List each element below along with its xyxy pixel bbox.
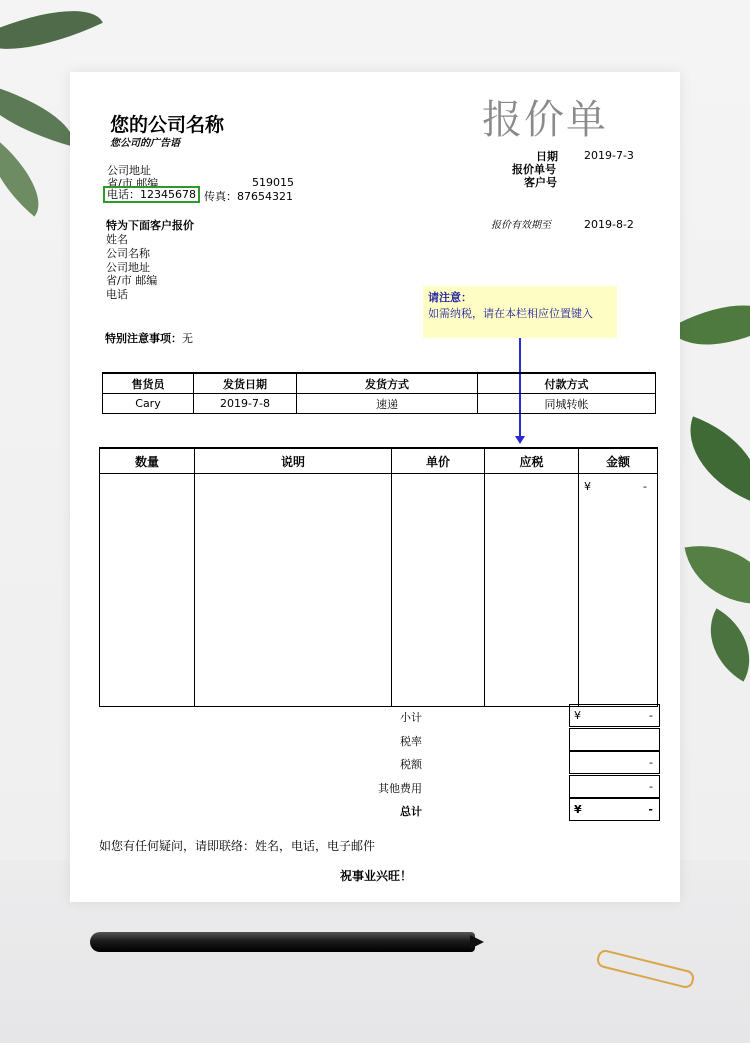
amount-value: - bbox=[643, 480, 647, 493]
customer-company: 公司名称 bbox=[106, 247, 150, 260]
pen bbox=[90, 932, 475, 952]
customer-name: 姓名 bbox=[106, 233, 128, 246]
header-unit-price: 单价 bbox=[392, 448, 485, 474]
valid-until-value: 2019-8-2 bbox=[584, 218, 634, 231]
cell-taxable[interactable] bbox=[485, 474, 579, 707]
header-description: 说明 bbox=[195, 448, 392, 474]
arrow-down-icon bbox=[515, 436, 525, 444]
grand-total-label: 总计 bbox=[400, 805, 422, 818]
header-quantity: 数量 bbox=[100, 448, 195, 474]
date-value: 2019-7-3 bbox=[584, 149, 634, 162]
shipping-table bbox=[102, 372, 656, 414]
customer-address: 公司地址 bbox=[106, 261, 150, 274]
company-phone bbox=[103, 188, 200, 201]
customer-phone: 电话 bbox=[106, 288, 128, 301]
other-fees-label: 其他费用 bbox=[378, 781, 422, 795]
cell-quantity[interactable] bbox=[100, 474, 195, 707]
amount-currency: ¥ bbox=[584, 480, 591, 493]
other-fees-box[interactable] bbox=[569, 775, 660, 798]
valid-until-label: 报价有效期至 bbox=[491, 220, 551, 231]
grand-total-currency: ¥ bbox=[574, 803, 582, 816]
cell-amount[interactable] bbox=[579, 474, 658, 707]
customer-number-label: 客户号 bbox=[524, 176, 557, 189]
shipping-header-row bbox=[103, 373, 656, 394]
date-label: 日期 bbox=[536, 150, 558, 163]
quotation-sheet bbox=[70, 72, 680, 902]
note-title: 请注意： bbox=[428, 291, 472, 304]
note-text: 如需纳税，请在本栏相应位置键入 bbox=[428, 307, 593, 320]
cell-description[interactable] bbox=[195, 474, 392, 707]
closing-line: 祝事业兴旺！ bbox=[340, 869, 413, 883]
grand-total-box[interactable] bbox=[569, 798, 660, 821]
tax-note-callout bbox=[423, 286, 617, 338]
cell-ship-date: 2019-7-8 bbox=[194, 394, 297, 414]
quote-number-label: 报价单号 bbox=[512, 163, 556, 176]
subtotal-label: 小计 bbox=[400, 711, 422, 724]
subtotal-currency: ¥ bbox=[574, 709, 581, 722]
special-notice bbox=[105, 332, 193, 345]
company-postcode: 519015 bbox=[252, 176, 294, 189]
cell-salesperson: Cary bbox=[103, 394, 194, 414]
contact-line: 如您有任何疑问，请即联络：姓名，电话，电子邮件 bbox=[99, 839, 376, 853]
shipping-data-row bbox=[103, 394, 656, 414]
tax-rate-label: 税率 bbox=[400, 734, 422, 748]
company-province-postcode: 省/市 邮编 bbox=[107, 177, 159, 190]
other-fees-value: - bbox=[649, 779, 653, 793]
subtotal-box[interactable] bbox=[569, 704, 660, 727]
company-address: 公司地址 bbox=[107, 164, 151, 177]
header-payment-method: 付款方式 bbox=[478, 373, 656, 394]
tax-amount-value: - bbox=[649, 756, 653, 769]
special-notice-value: 无 bbox=[182, 332, 193, 345]
customer-heading: 特为下面客户报价 bbox=[106, 219, 194, 232]
tax-amount-box[interactable] bbox=[569, 751, 660, 774]
cell-payment-method: 同城转帐 bbox=[478, 394, 656, 414]
pen-tip bbox=[470, 935, 484, 949]
special-notice-label: 特别注意事项： bbox=[105, 332, 182, 345]
company-slogan: 您公司的广告语 bbox=[110, 138, 180, 149]
company-name: 您的公司名称 bbox=[110, 114, 225, 136]
document-title: 报价单 bbox=[482, 97, 608, 143]
subtotal-value: - bbox=[649, 709, 653, 722]
header-amount: 金额 bbox=[579, 448, 658, 474]
cell-ship-method: 速递 bbox=[297, 394, 478, 414]
tax-rate-box[interactable] bbox=[569, 728, 660, 751]
items-body-row bbox=[100, 474, 658, 707]
customer-province: 省/市 邮编 bbox=[106, 274, 158, 287]
header-ship-date: 发货日期 bbox=[194, 373, 297, 394]
header-taxable: 应税 bbox=[485, 448, 579, 474]
items-header-row bbox=[100, 448, 658, 474]
phone-highlight: 电话：12345678 bbox=[103, 186, 200, 203]
company-fax: 传真：87654321 bbox=[204, 190, 293, 203]
grand-total-value: - bbox=[648, 803, 653, 816]
tax-amount-label: 税额 bbox=[400, 758, 422, 771]
cell-unit-price[interactable] bbox=[392, 474, 485, 707]
items-table bbox=[99, 447, 658, 707]
header-ship-method: 发货方式 bbox=[297, 373, 478, 394]
header-salesperson: 售货员 bbox=[103, 373, 194, 394]
